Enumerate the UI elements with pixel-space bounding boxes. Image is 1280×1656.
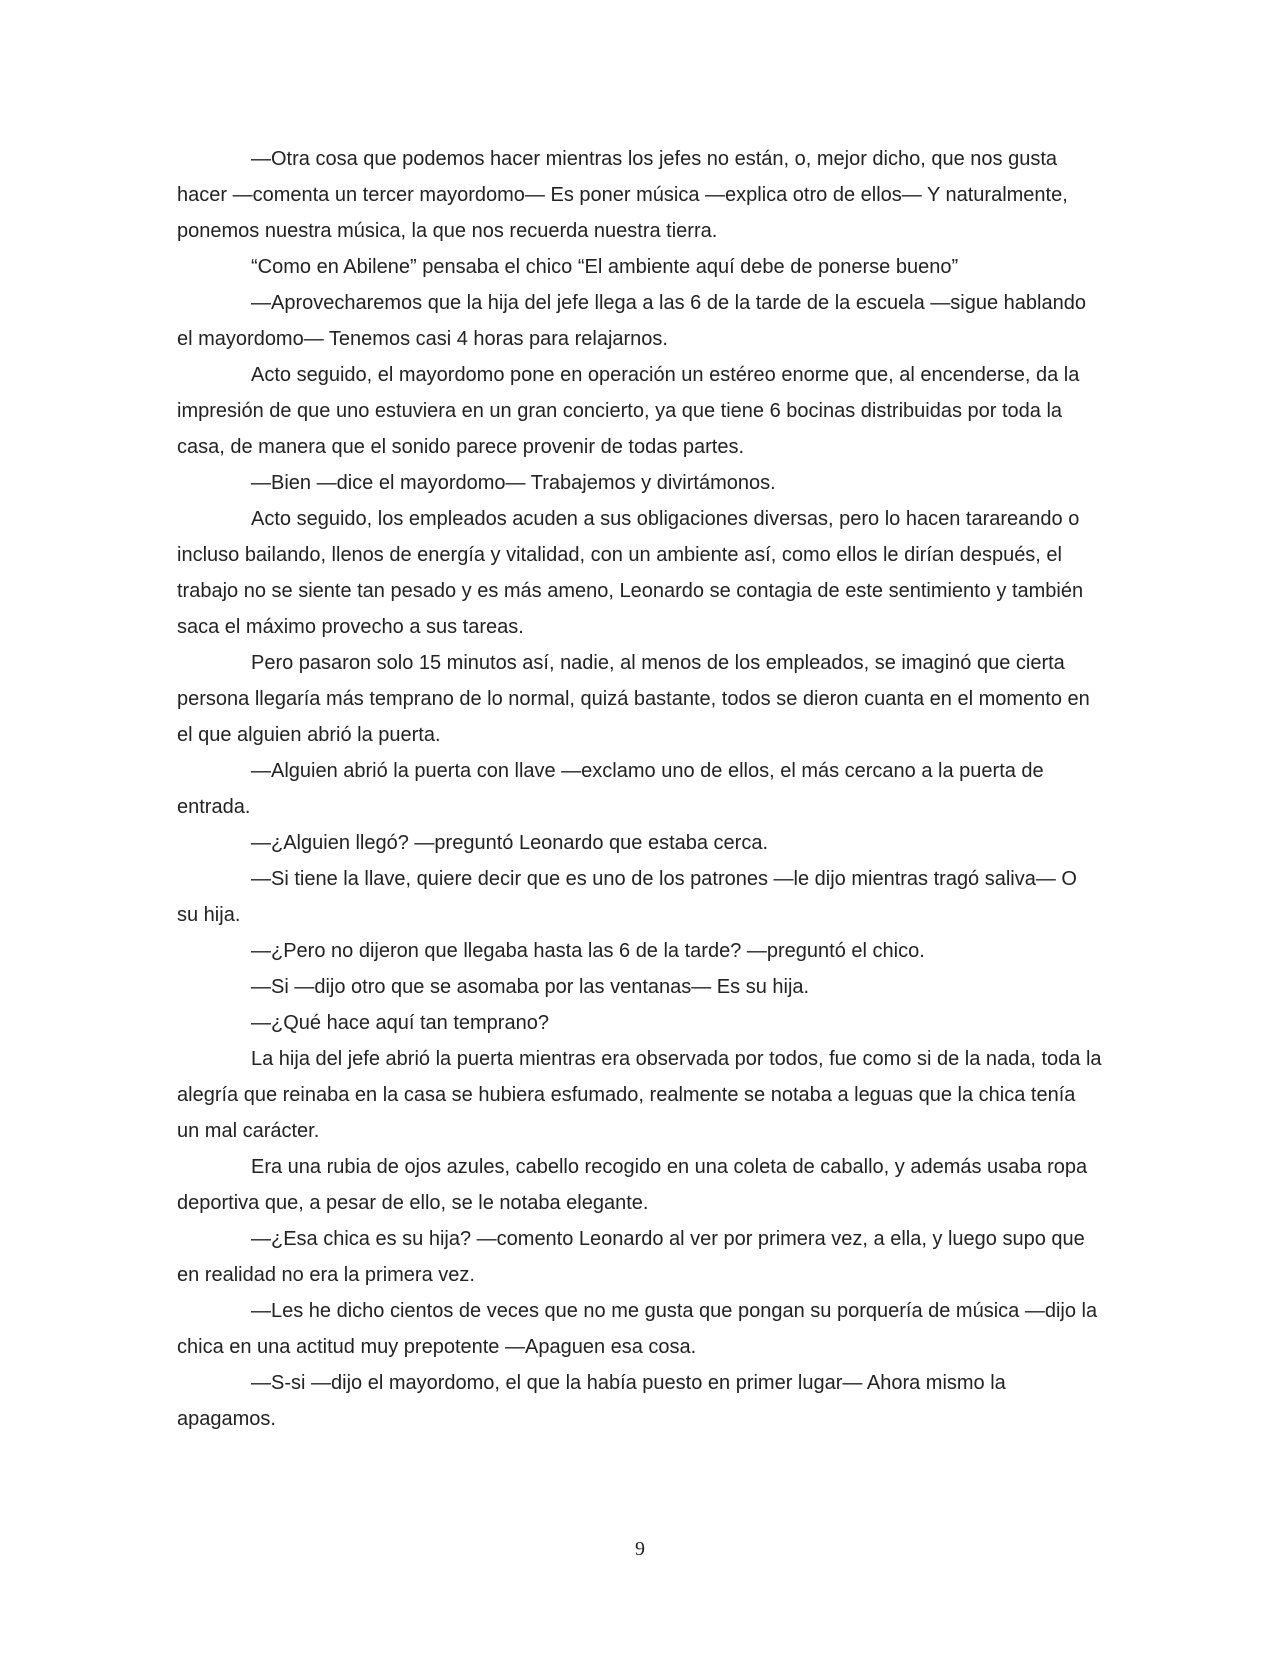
paragraph: —¿Esa chica es su hija? —comento Leonardo al ver por primera vez, a ella, y luego supo que en realidad no era la primera vez.	[177, 1228, 1085, 1286]
paragraph: —¿Qué hace aquí tan temprano?	[251, 1012, 549, 1034]
paragraph: La hija del jefe abrió la puerta mientras era observada por todos, fue como si de la nada, toda la alegría que reinaba en la casa se hubiera esfumado, realmente se notaba a leguas que la chica tenía un mal carácter.	[177, 1048, 1102, 1142]
paragraph: Acto seguido, el mayordomo pone en operación un estéreo enorme que, al encenderse, da la impresión de que uno estuviera en un gran concierto, ya que tiene 6 bocinas distribuidas por toda la casa, de manera que el sonido parece provenir de todas partes.	[177, 364, 1080, 458]
paragraph: —¿Pero no dijeron que llegaba hasta las 6 de la tarde? —preguntó el chico.	[251, 940, 925, 962]
paragraph: —Aprovecharemos que la hija del jefe llega a las 6 de la tarde de la escuela —sigue hablando el mayordomo— Tenemos casi 4 horas para relajarnos.	[177, 292, 1086, 350]
page-number: 9	[635, 1538, 645, 1560]
paragraph: —Si —dijo otro que se asomaba por las ventanas— Es su hija.	[251, 976, 810, 998]
paragraph: Acto seguido, los empleados acuden a sus obligaciones diversas, pero lo hacen tarareando o incluso bailando, llenos de energía y vitalidad, con un ambiente así, como ellos le dirían después, el trabajo no se siente tan pesado y es más ameno, Leonardo se contagia de este sentimiento y también saca el máximo provecho a sus tareas.	[177, 508, 1084, 638]
paragraph: —Otra cosa que podemos hacer mientras los jefes no están, o, mejor dicho, que nos gusta hacer —comenta un tercer mayordomo— Es poner música —explica otro de ellos— Y naturalmente, ponemos nuestra música, la que nos recuerda nuestra tierra.	[177, 148, 1068, 242]
paragraph: —¿Alguien llegó? —preguntó Leonardo que estaba cerca.	[251, 832, 769, 854]
paragraph: —Alguien abrió la puerta con llave —exclamo uno de ellos, el más cercano a la puerta de entrada.	[177, 760, 1044, 818]
paragraph: —S-si —dijo el mayordomo, el que la había puesto en primer lugar— Ahora mismo la apagamos.	[177, 1372, 1006, 1430]
text-body	[177, 141, 1103, 1437]
paragraph: Pero pasaron solo 15 minutos así, nadie, al menos de los empleados, se imaginó que cierta persona llegaría más temprano de lo normal, quizá bastante, todos se dieron cuanta en el momento en el que alguien abrió la puerta.	[177, 652, 1090, 746]
paragraph: —Bien —dice el mayordomo— Trabajemos y divirtámonos.	[251, 472, 776, 494]
paragraph: “Como en Abilene” pensaba el chico “El ambiente aquí debe de ponerse bueno”	[251, 256, 959, 278]
paragraph: Era una rubia de ojos azules, cabello recogido en una coleta de caballo, y además usaba ropa deportiva que, a pesar de ello, se le notaba elegante.	[177, 1156, 1088, 1214]
paragraph: —Si tiene la llave, quiere decir que es uno de los patrones —le dijo mientras tragó saliva— O su hija.	[177, 868, 1077, 926]
paragraph: —Les he dicho cientos de veces que no me gusta que pongan su porquería de música —dijo la chica en una actitud muy prepotente —Apaguen esa cosa.	[177, 1300, 1098, 1358]
